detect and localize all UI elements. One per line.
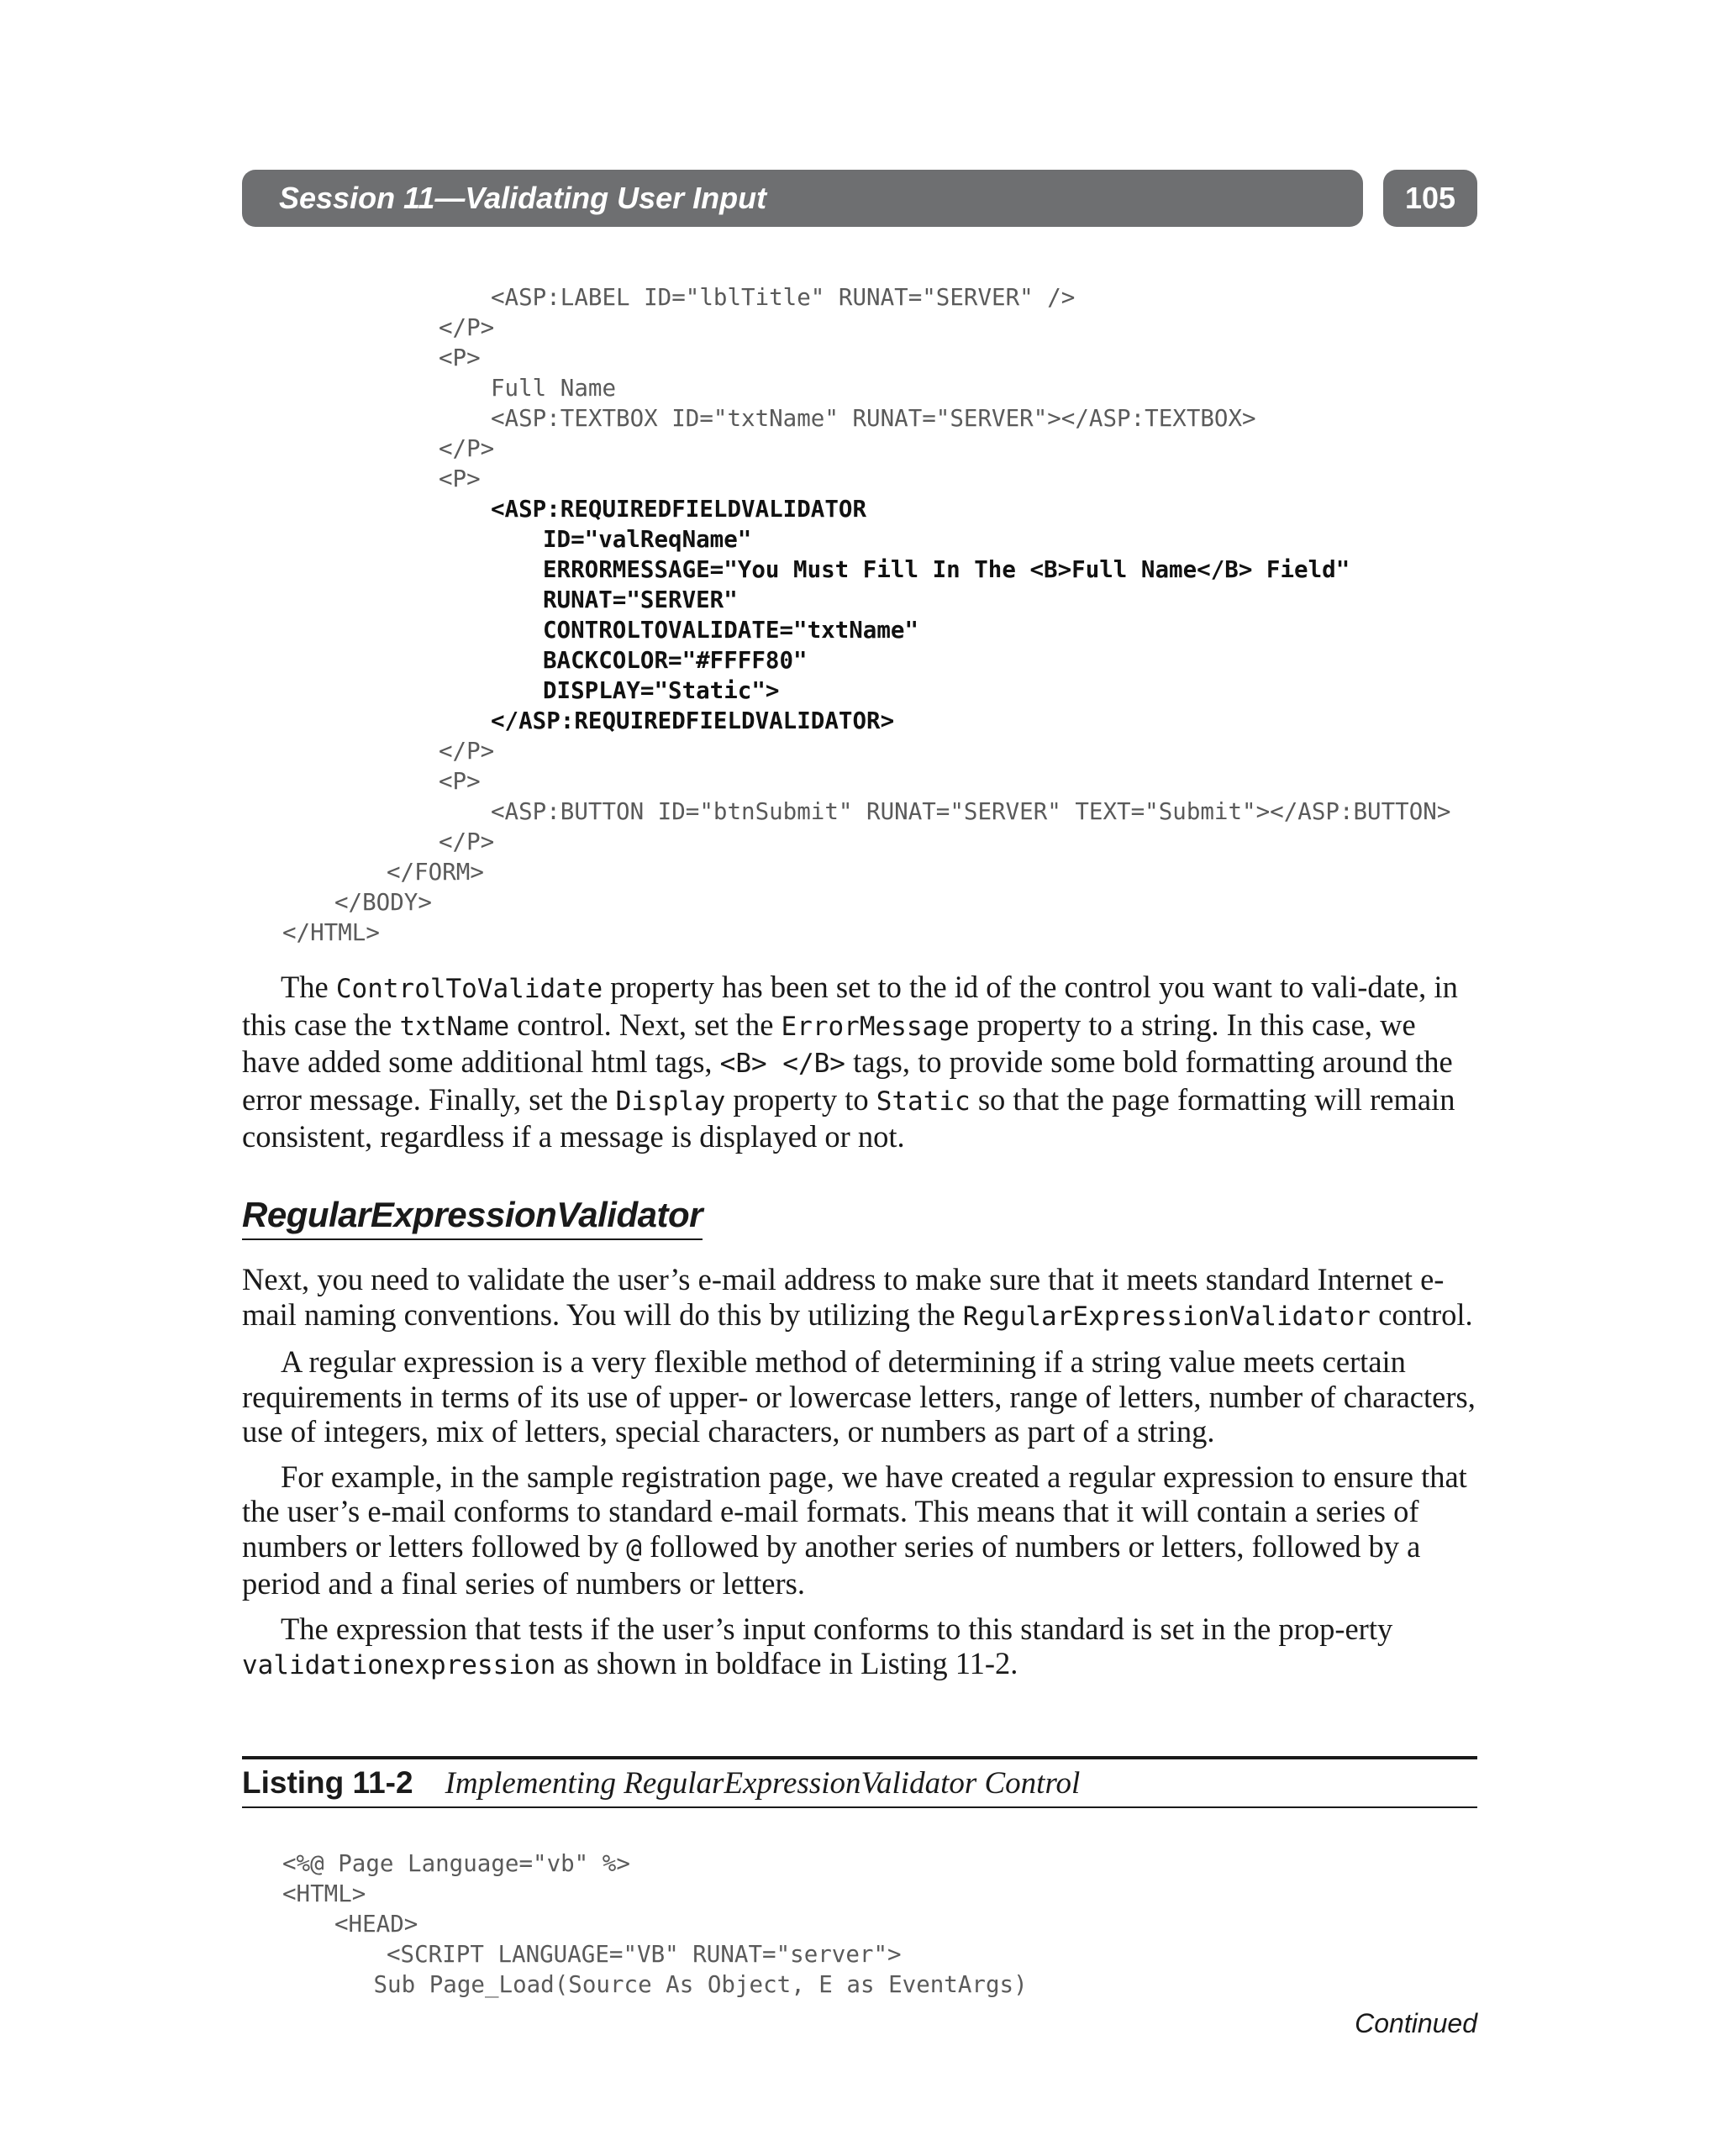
code-line: ID="valReqName"	[543, 526, 752, 553]
body-text-2	[242, 1262, 1477, 1694]
code-line: </BODY>	[334, 889, 432, 916]
code-line: RUNAT="SERVER"	[543, 586, 738, 613]
section-heading: RegularExpressionValidator	[242, 1195, 703, 1240]
paragraph-regex-definition: A regular expression is a very flexible method of determining if a string value meets certain requirements in terms of its use of upper- or lowercase letters, range of letters, number of characters, use of integers, mix of letters, special characters, or numbers as part of a string.	[242, 1344, 1476, 1449]
code-line: <HEAD>	[334, 1911, 418, 1938]
code-line: <ASP:LABEL ID="lblTitle" RUNAT="SERVER" />	[491, 284, 1076, 311]
paragraph-example: For example, in the sample registration page, we have created a regular expression to ensure that the user’s e-mail conforms to standard e-mail formats. This means that it will contain a series of numbers or letters followed by @ followed by another series of numbers or letters, followed by a period and a final series of numbers or letters.	[242, 1459, 1467, 1601]
inline-code: RegularExpressionValidator	[962, 1301, 1371, 1332]
inline-code: <B> </B>	[719, 1049, 845, 1079]
code-line: ERRORMESSAGE="You Must Fill In The <B>Full Name</B> Field"	[543, 556, 1350, 583]
inline-code: ControlToValidate	[335, 974, 603, 1004]
listing-caption	[242, 1756, 1477, 1808]
inline-code: Static	[876, 1086, 971, 1117]
page-number: 105	[1404, 181, 1456, 215]
code-line: CONTROLTOVALIDATE="txtName"	[543, 617, 919, 644]
code-line: Full Name	[491, 375, 617, 402]
code-line: <HTML>	[282, 1880, 366, 1907]
code-line: </ASP:REQUIREDFIELDVALIDATOR>	[491, 707, 895, 734]
code-line: BACKCOLOR="#FFFF80"	[543, 647, 808, 674]
code-line: <P>	[439, 768, 481, 795]
code-line: DISPLAY="Static">	[543, 677, 780, 704]
code-line: <ASP:REQUIREDFIELDVALIDATOR	[491, 496, 867, 523]
code-line: </FORM>	[387, 859, 484, 886]
inline-code: validationexpression	[242, 1650, 556, 1680]
listing-label: Listing 11-2	[242, 1765, 413, 1800]
inline-code: @	[626, 1533, 642, 1564]
code-line: <%@ Page Language="vb" %>	[282, 1850, 630, 1877]
code-line: <P>	[439, 344, 481, 371]
inline-code: Display	[615, 1086, 726, 1117]
paragraph-expression: The expression that tests if the user’s input conforms to this standard is set in the prop-erty validationexpression as shown in boldface in Listing 11-2.	[242, 1611, 1393, 1680]
inline-code: txtName	[399, 1011, 510, 1042]
code-line: </P>	[439, 314, 495, 341]
page-number-bar	[1383, 170, 1477, 227]
code-line: <SCRIPT LANGUAGE="VB" RUNAT="server">	[387, 1941, 902, 1968]
code-line: </P>	[439, 435, 495, 462]
listing-title: Implementing RegularExpressionValidator Control	[445, 1765, 1081, 1801]
code-line: Sub Page_Load(Source As Object, E as EventArgs)	[373, 1971, 1028, 1998]
running-header	[242, 170, 1477, 227]
chapter-title-bar	[242, 170, 1363, 227]
inline-code: ErrorMessage	[781, 1011, 970, 1042]
code-block-1	[282, 282, 1450, 948]
code-line: <ASP:BUTTON ID="btnSubmit" RUNAT="SERVER" TEXT="Submit"></ASP:BUTTON>	[491, 798, 1451, 825]
continued-label: Continued	[1355, 2008, 1477, 2038]
paragraph-intro: Next, you need to validate the user’s e-mail address to make sure that it meets standard Internet e-mail naming conventions. You will do this by utilizing the RegularExpressionValidator control.	[242, 1262, 1473, 1332]
code-line: </P>	[439, 828, 495, 855]
body-text-1	[242, 970, 1477, 1165]
code-line: </P>	[439, 738, 495, 765]
code-block-2	[282, 1848, 1028, 2000]
code-line: </HTML>	[282, 919, 380, 946]
code-line: <ASP:TEXTBOX ID="txtName" RUNAT="SERVER"></ASP:TEXTBOX>	[491, 405, 1256, 432]
paragraph-controltovalidate: The ControlToValidate property has been set to the id of the control you want to vali-date, in this case the txtName control. Next, set the ErrorMessage property to a string. In this case, we have added some additional html tags, <B> </B> tags, to provide some bold formatting around the error message. Finally, set the Display property to Static so that the page formatting will remain consistent, regardless if a message is displayed or not.	[242, 970, 1458, 1154]
code-line: <P>	[439, 465, 481, 492]
session-title: Session 11—Validating User Input	[279, 181, 767, 215]
